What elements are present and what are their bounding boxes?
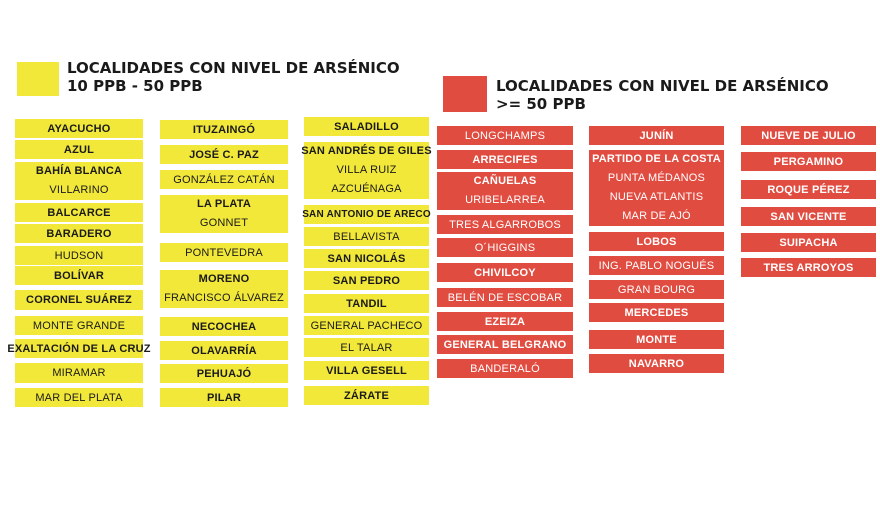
locality-cell: NECOCHEA (160, 317, 288, 336)
locality-cell: SALADILLO (304, 117, 429, 136)
locality-cell: PERGAMINO (741, 152, 876, 171)
locality-cell: BAHÍA BLANCA (35, 165, 123, 177)
locality-group (301, 142, 432, 199)
legend-yellow-line1: LOCALIDADES CON NIVEL DE ARSÉNICO (67, 59, 400, 77)
locality-cell: MERCEDES (589, 303, 724, 322)
locality-cell: CAÑUELAS (473, 175, 537, 187)
locality-cell: BARADERO (15, 224, 143, 243)
locality-cell: BELÉN DE ESCOBAR (437, 288, 573, 307)
locality-cell: FRANCISCO ÁLVAREZ (164, 292, 284, 304)
locality-cell: ARRECIFES (437, 150, 573, 169)
locality-cell: AZUL (15, 140, 143, 159)
locality-cell: TRES ALGARROBOS (437, 215, 573, 234)
locality-cell: AZCUÉNAGA (331, 183, 402, 195)
locality-cell: SAN VICENTE (741, 207, 876, 226)
legend-red-line2: >= 50 PPB (496, 95, 586, 113)
locality-cell: PUNTA MÉDANOS (607, 172, 706, 184)
locality-cell: SAN NICOLÁS (304, 249, 429, 268)
locality-cell: ITUZAINGÓ (160, 120, 288, 139)
locality-cell: ING. PABLO NOGUÉS (589, 256, 724, 275)
locality-cell: SAN ANDRÉS DE GILES (301, 145, 432, 157)
locality-cell: GONZÁLEZ CATÁN (160, 170, 288, 189)
locality-cell: ROQUE PÉREZ (741, 180, 876, 199)
legend-swatch-red (443, 76, 487, 112)
locality-cell: LONGCHAMPS (437, 126, 573, 145)
locality-cell: VILLA GESELL (304, 361, 429, 380)
locality-group (437, 172, 573, 210)
locality-cell: NAVARRO (589, 354, 724, 373)
locality-cell: PARTIDO DE LA COSTA (592, 153, 721, 165)
locality-cell: LA PLATA (197, 198, 251, 210)
locality-cell: EZEIZA (437, 312, 573, 331)
locality-cell: TRES ARROYOS (741, 258, 876, 277)
legend-title-yellow (67, 59, 400, 95)
locality-cell: MONTE GRANDE (15, 316, 143, 335)
locality-cell: MAR DE AJÓ (622, 210, 691, 222)
locality-cell: O´HIGGINS (437, 238, 573, 257)
locality-cell: BOLÍVAR (15, 266, 143, 285)
locality-cell: MAR DEL PLATA (15, 388, 143, 407)
legend-swatch-yellow (17, 62, 59, 96)
locality-cell: BANDERALÓ (437, 359, 573, 378)
locality-cell: CHIVILCOY (437, 263, 573, 282)
locality-cell: SAN PEDRO (304, 271, 429, 290)
locality-cell: MONTE (589, 330, 724, 349)
locality-cell: CORONEL SUÁREZ (15, 290, 143, 310)
locality-cell: GENERAL PACHECO (304, 316, 429, 335)
locality-cell: GONNET (199, 217, 249, 229)
locality-cell: NUEVE DE JULIO (741, 126, 876, 145)
locality-cell: HUDSON (15, 246, 143, 265)
locality-cell: MIRAMAR (15, 363, 143, 383)
locality-cell: JUNÍN (589, 126, 724, 145)
legend-yellow-line2: 10 PPB - 50 PPB (67, 77, 203, 95)
locality-cell: PILAR (160, 388, 288, 407)
locality-cell: AYACUCHO (15, 119, 143, 138)
locality-group (160, 195, 288, 233)
locality-cell: PEHUAJÓ (160, 364, 288, 383)
locality-group (15, 162, 143, 200)
locality-group (160, 270, 288, 308)
locality-cell: URIBELARREA (465, 194, 545, 206)
locality-cell: BELLAVISTA (304, 227, 429, 246)
locality-cell: BALCARCE (15, 203, 143, 222)
locality-cell: SUIPACHA (741, 233, 876, 252)
locality-cell: ZÁRATE (304, 386, 429, 405)
locality-cell: SAN ANTONIO DE ARECO (304, 205, 429, 224)
locality-cell: LOBOS (589, 232, 724, 251)
locality-cell: VILLA RUIZ (336, 164, 397, 176)
locality-cell: NUEVA ATLANTIS (609, 191, 704, 203)
locality-cell: EXALTACIÓN DE LA CRUZ (15, 339, 143, 358)
locality-cell: GRAN BOURG (589, 280, 724, 299)
locality-cell: TANDIL (304, 294, 429, 313)
legend-title-red (496, 77, 829, 113)
locality-cell: MORENO (198, 273, 250, 285)
locality-cell: GENERAL BELGRANO (437, 335, 573, 354)
locality-group (589, 150, 724, 226)
locality-cell: OLAVARRÍA (160, 341, 288, 360)
locality-cell: EL TALAR (304, 338, 429, 357)
legend-red-line1: LOCALIDADES CON NIVEL DE ARSÉNICO (496, 77, 829, 95)
locality-cell: JOSÉ C. PAZ (160, 145, 288, 164)
locality-cell: PONTEVEDRA (160, 243, 288, 262)
locality-cell: VILLARINO (49, 184, 109, 196)
